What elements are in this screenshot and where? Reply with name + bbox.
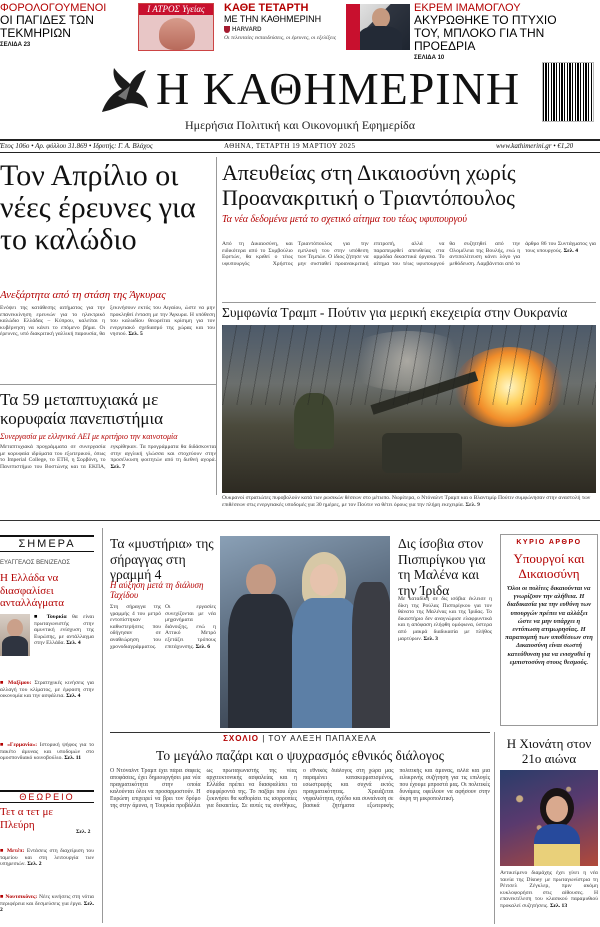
teaser-title: ΜΕ ΤΗΝ ΚΑΘΗΜΕΡΙΝΗ (224, 14, 322, 24)
cable-headline[interactable]: Τον Απρίλιο οι νέες έρευνες για το καλώδιο (0, 159, 196, 256)
bystander (352, 582, 390, 728)
comment-kicker (110, 734, 490, 743)
simera-item-text: Ιστορική ψήφος για το πακέτο άμυνας και υποδομών στο ομοσπονδιακό κοινοβούλιο. (0, 742, 94, 762)
simera-item-page: Σελ. 4 (66, 640, 81, 647)
snow-page: Σελ. 13 (549, 902, 568, 909)
dis-body (398, 596, 492, 724)
teaser-imamoglu[interactable] (414, 2, 600, 61)
snow-white-face (546, 796, 568, 822)
comment-author: ΤΟΥ ΑΛΕΞΗ ΠΑΠΑΧΕΛΑ (268, 734, 377, 743)
imamoglu-photo (346, 4, 410, 50)
snow-white-dress (534, 824, 580, 866)
column-divider-left (216, 157, 217, 495)
mystery-headline[interactable]: Τα «μυστήρια» της σήραγγας στη γραμμή 4 (110, 536, 214, 582)
cable-page: Σελ. 5 (128, 331, 143, 338)
simera-author: ΕΥΑΓΓΕΛΟΣ ΒΕΝΙΖΕΛΟΣ (0, 560, 71, 566)
editorial-title[interactable]: Υπουργοί και Δικαιοσύνη (513, 551, 585, 581)
teaser-taxpayers[interactable] (0, 2, 118, 52)
barcode (542, 62, 594, 122)
theory-item-1[interactable] (0, 848, 94, 888)
portrait-head (372, 8, 390, 28)
teaser-title: ΑΚΥΡΩΘΗΚΕ ΤΟ ΠΤΥΧΙΟ ΤΟΥ, ΜΠΛΟΚΟ ΓΙΑ ΤΗΝ ΠΡΟΕΔΡΙΑ (414, 13, 557, 53)
theory-page: Σελ. 2 (76, 829, 91, 835)
rule-mid (0, 520, 600, 521)
simera-item-text: Στρατηγικές κινήσεις για αλλαγή του κλίματος, με έμφαση στην οικονομία και την ασφάλεια. (0, 680, 94, 700)
comment-rule (110, 732, 490, 733)
simera-item-page: Σελ. 4 (66, 693, 81, 700)
portrait-body (2, 636, 28, 656)
theory-item-lead: ■ Μετέπ: (0, 848, 25, 854)
postgrad-headline[interactable]: Τα 59 μεταπτυχιακά με κορυφαία πανεπιστήμια (0, 390, 163, 428)
ukraine-page: Σελ. 9 (465, 501, 480, 508)
ukraine-artillery-photo (222, 325, 596, 493)
dateline-rule-top (0, 139, 600, 141)
masthead-logo (96, 62, 152, 118)
simera-item-1[interactable] (34, 614, 94, 676)
postgrad-deck: Συνεργασία με ελληνικά ΑΕΙ με κριτήριο την καινοτομία (0, 432, 178, 441)
teaser-title: ΟΙ ΠΑΓΙΔΕΣ ΤΩΝ ΤΕΚΜΗΡΙΩΝ (0, 13, 94, 40)
theory-item-text: Νέες κινήσεις στη νότια περιφέρεια και δεσμεύσεις για έργα. (0, 894, 94, 907)
woman-face (310, 564, 338, 596)
mystery-page: Σελ. 6 (195, 643, 210, 650)
dis-body-text: Με καταδίκη σε δις ισόβια έκλεισε η δίκη της Ρούλας Πισπιρίγκου για τον θάνατο της Μαλένας και της Ίριδας. Το δικαστήριο δεν αναγνώρισε ελαφρυντικά και η απόφαση ελήφθη ομόφωνα, ύστερα από μακρά διαδικασία με πλήθος μαρτύρων. (398, 596, 492, 642)
postgrad-body-text: Μεταπτυχιακά προγράμματα σε συνεργασία με κορυφαία ιδρύματα του εξωτερικού, όπως το Imperial College, το ETH, η Σορβόνη, το Πανεπιστήμιο του Βοστώνης και τα ΕΚΠΑ, εγκρίθηκαν. Τα προγράμματα θα διδάσκονται στην αγγλική γλώσσα και στοχεύουν στην προσέλκυση φοιτητών από τη διεθνή αγορά. (0, 444, 216, 470)
snow-headline[interactable]: Η Χιονάτη στον 21ο αιώνα (506, 736, 592, 766)
column-divider-simera (102, 528, 103, 923)
teaser-page: ΣΕΛΙΔΑ 23 (0, 42, 31, 48)
theory-title[interactable]: Τετ α τετ με Πλεύρη (0, 806, 53, 831)
teaser-harvard[interactable] (224, 2, 340, 52)
mystery-body-text: Στη σήραγγα της γραμμής 4 του μετρό εντοπίστηκαν καθυστερήσεις που οδήγησαν σε αναθεώρηση του χρονοδιαγράμματος. Οι εργασίες συνεχίζονται με νέα μηχανήματα διάνοιξης, ενώ η Αττικό Μετρό εξετάζει τρόπους επιτάχυνσης. (110, 604, 216, 650)
editorial-box (500, 534, 598, 726)
postgrad-page: Σελ. 7 (110, 463, 125, 470)
phoenix-bird-icon (96, 62, 152, 118)
main-body-text: Από τη Δικαιοσύνη, και ειδικότερα από το Συμβούλιο Εφετών, θα κριθεί ο τέως υφυπουργός Χρήστος Τριαντόπουλος για την εμπλοκή του στην υπόθεση των Τεμπών. Ο ίδιος ζήτησε να μην συσταθεί προανακριτική επιτροπή, αλλά να παραπεμφθεί απευθείας στα αρμόδια δικαστικά όργανα. Το αίτημα του τέως υφυπουργού θα συζητηθεί από την Ολομέλεια της Βουλής, ενώ η αντιπολίτευση κάνει λόγο για μεθόδευση. Λαμβάνεται από το άρθρο 86 του Συντάγματος για τους υπουργούς. (222, 241, 596, 267)
dateline-rule-bottom (0, 152, 600, 153)
portrait-head (7, 619, 23, 637)
theory-item-page: Σελ. 2 (0, 900, 94, 914)
cable-body (0, 305, 215, 377)
harvard-logo (224, 26, 340, 33)
teaser-kicker: ΚΑΘΕ ΤΕΤΑΡΤΗ (224, 2, 309, 14)
magazine-title: Ι ΑΤΡΟΣ Υγείας (139, 4, 213, 15)
trial-photo (220, 536, 390, 728)
theory-label: ΘΕΩΡΕΙΟ (0, 790, 94, 803)
cable-body-text: Ενόψει της κατάθεσης αιτήματος για την επανεκκίνηση ερευνών για το ηλεκτρικό καλώδιο Ελλάδας – Κύπρου, καλείται η κυβέρνηση να κάνει το επόμενο βήμα. Οι έρευνες, υπό διακριτική γαλλική παρουσία, θα ξεκινήσουν εκτός του Αιγαίου, ώστε να μην προκληθεί ένταση με την Άγκυρα. Η υπόθεση του καλωδίου θεωρείται κρίσιμη για τον ενεργειακό σχεδιασμό της χώρας και του νησιού. (0, 305, 215, 338)
teaser-subtitle: Οι τελευταίες εκπαιδεύσεις, οι έρευνες, οι εξελίξεις (224, 35, 337, 41)
rule-left-1 (0, 384, 216, 385)
dis-page: Σελ. 3 (423, 635, 438, 642)
ukraine-caption (222, 495, 596, 515)
theory-item-2[interactable] (0, 894, 94, 924)
venizelos-photo (0, 614, 30, 656)
theory-item-lead: ■ Νουτσικόνες: (0, 894, 38, 900)
postgrad-body (0, 444, 216, 490)
simera-item-lead: ■ «Γερμανία»: (0, 742, 38, 748)
snow-body (500, 870, 598, 924)
main-headline[interactable]: Απευθείας στη Δικαιοσύνη χωρίς Προανακριτική ο Τριαντόπουλος (222, 160, 516, 210)
dateline-center: ΑΘΗΝΑ, ΤΕΤΑΡΤΗ 19 ΜΑΡΤΙΟΥ 2025 (224, 142, 356, 150)
simera-title[interactable]: Η Ελλάδα να διασφαλίσει ανταλλάγματα (0, 572, 65, 609)
man-body (228, 594, 294, 728)
teaser-page: ΣΕΛΙΔΑ 10 (414, 55, 445, 61)
dis-headline[interactable]: Δις ίσοβια στον Πισπιρίγκου για τη Μαλένα και την Ίριδα (398, 536, 486, 598)
ukraine-headline[interactable]: Συμφωνία Τραμπ - Πούτιν για μερική εκεχειρία στην Ουκρανία (222, 305, 568, 320)
editorial-label: ΚΥΡΙΟ ΑΡΘΡΟ (516, 539, 582, 546)
ukraine-caption-text: Ουκρανοί στρατιώτες πυροβολούν κατά των ρωσικών θέσεων στο μέτωπο. Νωρίτερα, ο Ντόναλντ Τραμπ και ο Βλαντιμίρ Πούτιν συμφώνησαν στην αναστολή των επιθέσεων στις ενεργειακές υποδομές για 30 ημέρες, με τον Πούτιν να θέτει όρους για την πλήρη εκεχειρία. (222, 495, 591, 508)
editorial-body: Όλοι οι πολίτες δικαιούνται να γνωρίζουν την αλήθεια. Η διαδικασία για την ευθύνη των υπουργών πρέπει να αλλάξει ώστε να μην υπάρχει η εντύπωση ατιμωρησίας. Η παραπομπή των υποθέσεων στη Δικαιοσύνη είναι σωστή κατεύθυνση για να ενισχυθεί η εμπιστοσύνη στους θεσμούς. (505, 585, 593, 666)
mystery-deck: Η αύξηση μετά τη διάλυση Ταχίδου (110, 580, 204, 600)
theory-item-page: Σελ. 2 (27, 861, 42, 868)
mystery-body (110, 604, 216, 724)
dateline-left: Έτος 106ο • Αρ. φύλλου 31.869 • Ιδρυτής: Γ. Α. Βλάχος (0, 142, 153, 150)
magazine-cover-face (159, 18, 195, 50)
simera-label: ΣΗΜΕΡΑ (0, 535, 94, 552)
artillery-base (382, 433, 462, 473)
masthead-subtitle: Ημερήσια Πολιτική και Οικονομική Εφημερίδα (184, 118, 416, 132)
simera-item-2[interactable] (0, 680, 94, 738)
comment-label: ΣΧΟΛΙΟ (223, 734, 260, 743)
snow-white-photo (500, 770, 598, 866)
teaser-kicker: ΦΟΡΟΛΟΓΟΥΜΕΝΟΙ (0, 2, 107, 14)
comment-separator: | (262, 734, 269, 743)
man-head (246, 564, 276, 598)
harvard-shield-icon (224, 26, 230, 33)
theory-item-text: Εντάσεις στη διαχείριση του ταμείου και στη λειτουργία των υπηρεσιών. (0, 848, 94, 868)
flag-stripe (346, 4, 360, 50)
main-deck: Τα νέα δεδομένα μετά το σχετικό αίτημα του τέως υφυπουργού (222, 214, 467, 225)
simera-item-lead: ■ Τουρκία (34, 614, 67, 620)
simera-item-text: θα είναι πρωταγωνιστής στην αμυντική ενίσχυση της Ευρώπης, με αντάλλαγμα στην Ελλάδα. (34, 614, 94, 647)
main-body (222, 241, 596, 299)
snow-body-text: Αντικείμενο διαμάχης έχει γίνει η νέα ταινία της Disney με πρωταγωνίστρια τη Ρέιτσελ Ζέγκλερ, πριν ακόμη κυκλοφορήσει στις αίθουσες. Η επανεκτέλεση του κλασικού παραμυθιού προκαλεί συζητήσεις. (500, 870, 598, 909)
cable-deck: Ανεξάρτητα από τη στάση της Άγκυρας (0, 289, 166, 301)
teaser-kicker: ΕΚΡΕΜ ΙΜΑΜΟΓΛΟΥ (414, 2, 521, 14)
masthead-title: Η ΚΑΘΗΜΕΡΙΝΗ (156, 63, 521, 114)
main-page: Σελ. 4 (563, 247, 579, 254)
comment-headline[interactable]: Το μεγάλο παζάρι και ο ψυχρασμός εθνικός διάλογος (156, 748, 444, 763)
bare-trees (222, 325, 596, 405)
rule-ukraine (222, 302, 596, 303)
dateline-right: www.kathimerini.gr • €1,20 (496, 142, 574, 150)
simera-item-3[interactable] (0, 742, 94, 782)
column-divider-right (494, 732, 495, 924)
simera-item-lead: ■ Μαξίμου: (0, 680, 32, 686)
comment-body: Ο Ντόναλντ Τραμπ έχει πάρει σαφείς αποφάσεις, έχει δημιουργήσει μια νέα πραγματικότητα στην οποία καλούνται όλοι να προσαρμοστούν. Η Ευρώπη επιχειρεί να βρει τον δρόμο της στην άμυνα, η Τουρκία προβάλλει ως πρωταγωνιστής της νέας αρχιτεκτονικής ασφαλείας και η Ελλάδα πρέπει να διασφαλίσει τα συμφέροντά της. Το παζάρι που έχει ξεκινήσει θα καθορίσει τις ισορροπίες για δεκαετίες. Σε αυτές τις συνθήκες, ο εθνικός διάλογος στη χώρα μας παραμένει κατακερματισμένος, εσωστρεφής και συχνά εκτός πραγματικότητας. Χρειάζεται νηφαλιότητα, σχέδιο και συναίνεση σε βασικά ζητήματα εξωτερικής πολιτικής και άμυνας, αλλά και μια ειλικρινής συζήτηση για τις επιλογές που έχουμε μπροστά μας. Οι πολιτικές δυνάμεις οφείλουν να αφήσουν στην άκρη τη μικροπολιτική. (110, 768, 490, 809)
simera-item-page: Σελ. 11 (64, 755, 82, 762)
harvard-brand: HARVARD (232, 26, 262, 33)
portrait-body (358, 26, 402, 50)
iatros-magazine-cover[interactable] (138, 3, 214, 51)
